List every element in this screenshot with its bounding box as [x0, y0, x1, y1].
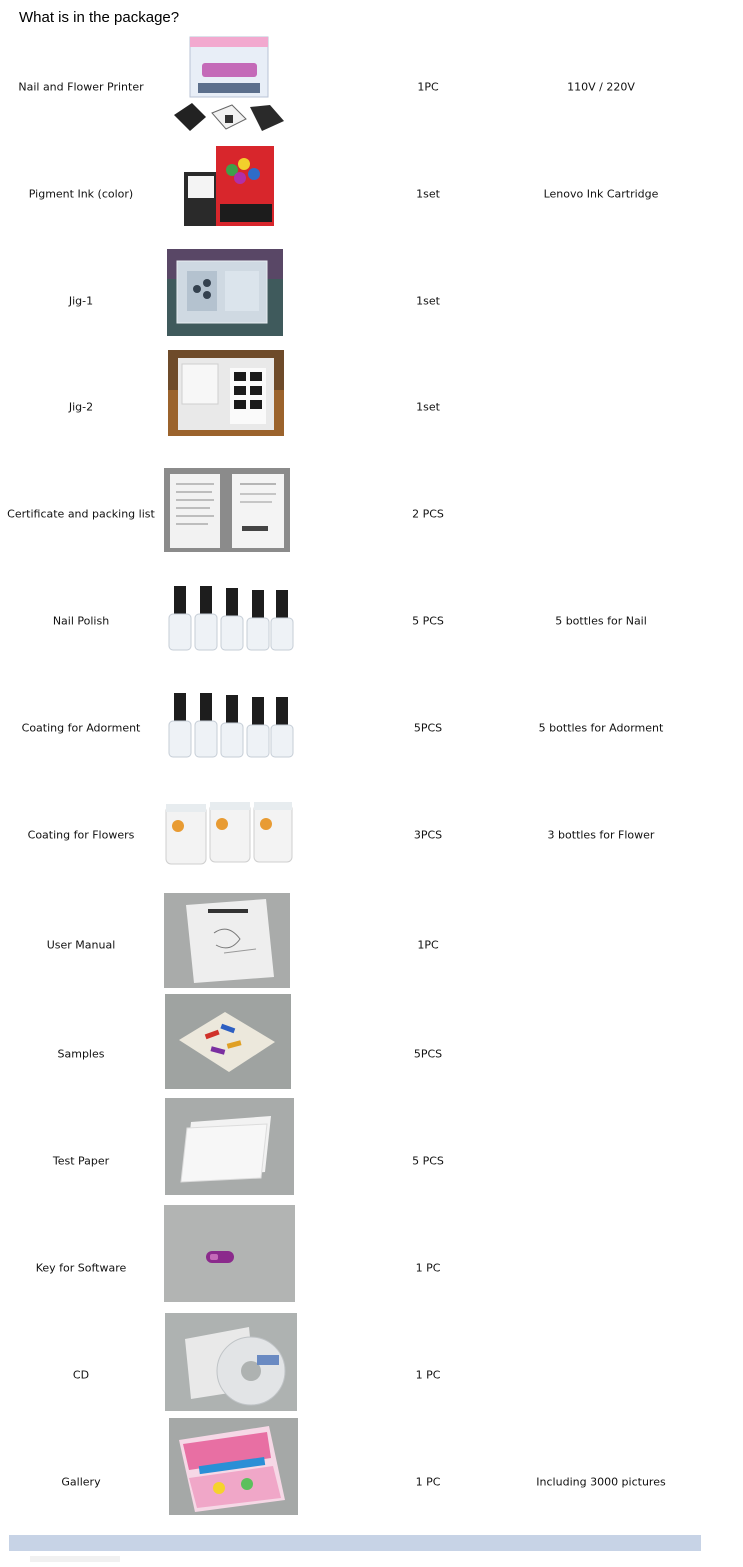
footer-bar	[9, 1535, 701, 1551]
test-paper-photo	[165, 1098, 294, 1195]
item-name: CD	[72, 1368, 90, 1382]
nail-flower-printer-photo	[170, 35, 288, 135]
certificate-photo	[164, 468, 290, 552]
jig-2-photo	[168, 350, 284, 436]
item-name: Certificate and packing list	[7, 507, 155, 521]
item-name: Pigment Ink (color)	[28, 187, 134, 201]
item-quantity: 2 PCS	[412, 507, 444, 521]
page-title: What is in the package?	[19, 9, 180, 26]
item-note: Including 3000 pictures	[536, 1475, 666, 1489]
item-name: Jig-2	[68, 400, 94, 414]
samples-photo	[165, 994, 291, 1089]
user-manual-photo	[164, 893, 290, 988]
item-quantity: 5 PCS	[412, 614, 444, 628]
item-quantity: 1 PC	[415, 1475, 441, 1489]
footer-shadow	[30, 1556, 120, 1562]
item-name: Nail Polish	[52, 614, 110, 628]
item-name: Nail and Flower Printer	[18, 80, 144, 94]
item-name: Samples	[57, 1047, 105, 1061]
item-quantity: 1 PC	[415, 1261, 441, 1275]
item-quantity: 1 PC	[415, 1368, 441, 1382]
item-quantity: 3PCS	[413, 828, 443, 842]
item-note: 5 bottles for Adorment	[538, 721, 664, 735]
coating-adorment-photo	[166, 691, 296, 761]
item-quantity: 1set	[416, 294, 440, 308]
item-quantity: 5PCS	[413, 1047, 443, 1061]
gallery-photo	[169, 1418, 298, 1515]
top-border	[0, 0, 743, 2]
item-name: Test Paper	[52, 1154, 110, 1168]
item-name: Gallery	[61, 1475, 101, 1489]
cd-photo	[165, 1313, 297, 1411]
nail-polish-photo	[166, 584, 296, 654]
item-note: 110V / 220V	[567, 80, 635, 94]
item-name: Coating for Flowers	[27, 828, 135, 842]
item-note: Lenovo Ink Cartridge	[543, 187, 659, 201]
item-name: Coating for Adorment	[21, 721, 141, 735]
item-name: Jig-1	[68, 294, 94, 308]
coating-flowers-photo	[164, 800, 294, 866]
item-name: User Manual	[46, 938, 116, 952]
item-quantity: 1PC	[417, 80, 439, 94]
item-note: 5 bottles for Nail	[555, 614, 647, 628]
item-name: Key for Software	[35, 1261, 127, 1275]
item-note: 3 bottles for Flower	[547, 828, 655, 842]
item-quantity: 1PC	[417, 938, 439, 952]
item-quantity: 1set	[416, 400, 440, 414]
item-quantity: 5 PCS	[412, 1154, 444, 1168]
jig-1-photo	[167, 249, 283, 336]
ink-cartridge-photo	[180, 142, 277, 230]
item-quantity: 5PCS	[413, 721, 443, 735]
software-key-photo	[164, 1205, 295, 1302]
item-quantity: 1set	[416, 187, 440, 201]
